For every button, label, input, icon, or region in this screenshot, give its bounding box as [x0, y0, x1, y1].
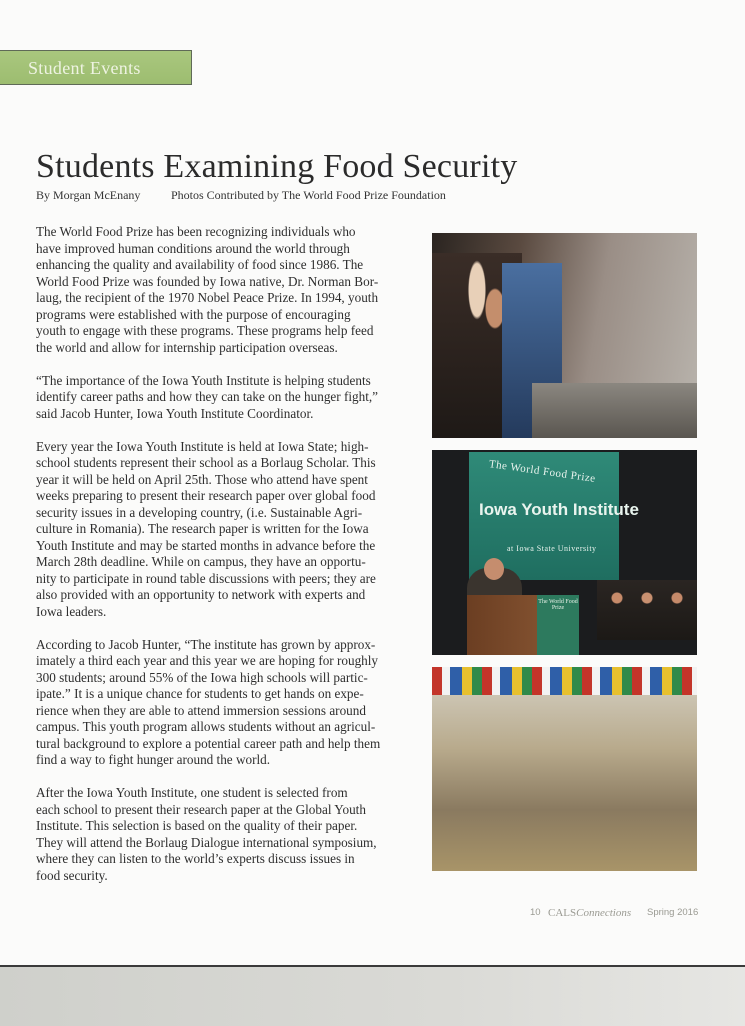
- paragraph: [36, 785, 396, 884]
- text-line: campus. This youth program allows students without an agricul-: [36, 719, 376, 734]
- text-line: weeks preparing to present their research paper over global food: [36, 488, 376, 503]
- text-line: each school to present their research paper at the Global Youth: [36, 801, 366, 817]
- text-line: After the Iowa Youth Institute, one student is selected from: [36, 785, 348, 800]
- photo-credit: Photos Contributed by The World Food Prize Foundation: [171, 188, 446, 202]
- article-body: [36, 224, 396, 901]
- flags: [432, 667, 697, 695]
- text-line: have improved human conditions around the world through: [36, 240, 350, 256]
- text-line: Youth Institute and may be started months in advance before the: [36, 537, 376, 553]
- text-line: the world and allow for internship participation overseas.: [36, 339, 338, 355]
- text-line: school students represent their school as a Borlaug Scholar. This: [36, 455, 376, 470]
- photo-speaker-podium: [432, 450, 697, 655]
- pub-prefix: CALS: [548, 907, 577, 919]
- text-line: March 28th deadline. While on campus, they have an opportu-: [36, 554, 366, 569]
- text-line: “The importance of the Iowa Youth Institute is helping students: [36, 372, 371, 388]
- text-line: culture in Romania). The research paper is written for the Iowa: [36, 521, 369, 536]
- text-line: laug, the recipient of the 1970 Nobel Peace Prize. In 1994, youth: [36, 290, 379, 305]
- text-line: also provided with an opportunity to network with experts and: [36, 587, 366, 602]
- text-line: programs were established with the purpose of encouraging: [36, 306, 351, 322]
- text-line: enhancing the quality and availability of food since 1986. The: [36, 257, 364, 272]
- issue-date: Spring 2016: [647, 907, 699, 918]
- photo-students-working: [432, 233, 697, 438]
- pub-name: Connections: [576, 907, 632, 919]
- publication-name: [548, 907, 631, 919]
- text-line: where they can listen to the world’s experts discuss issues in: [36, 851, 355, 866]
- text-line: 300 students; around 55% of the Iowa high schools will partic-: [36, 669, 368, 685]
- text-line: World Food Prize was founded by Iowa native, Dr. Norman Bor-: [36, 273, 379, 289]
- paragraph: [36, 439, 396, 621]
- text-line: said Jacob Hunter, Iowa Youth Institute Coordinator.: [36, 405, 314, 421]
- text-line: security issues in a developing country, (i.e. Sustainable Agri-: [36, 504, 363, 520]
- byline: By Morgan McEnany: [36, 188, 141, 202]
- text-line: Institute. This selection is based on the quality of their paper.: [36, 818, 358, 833]
- photo-crowd-hall: [432, 667, 697, 871]
- seated-guests: [597, 580, 697, 640]
- section-label-band: [0, 50, 192, 85]
- text-line: tural background to explore a potential career path and help them: [36, 735, 381, 751]
- section-label: Student Events: [28, 58, 141, 78]
- text-line: The World Food Prize has been recognizing individuals who: [36, 224, 356, 239]
- text-line: rience when they are able to attend immersion sessions around: [36, 702, 366, 718]
- text-line: year it will be held on April 25th. Those who attend have spent: [36, 471, 368, 487]
- text-line: food security.: [36, 867, 108, 883]
- paragraph: [36, 637, 396, 769]
- text-line: identify career paths and how they can take on the hunger fight,”: [36, 389, 379, 404]
- text-line: ipate.” It is a unique chance for students to get hands on expe-: [36, 686, 364, 701]
- page-number: 10: [530, 907, 541, 918]
- text-line: imately a third each year and this year we are hoping for roughly: [36, 653, 379, 668]
- text-line: find a way to fight hunger around the world.: [36, 752, 271, 767]
- screen-text: The World Food Prize: [488, 458, 597, 485]
- screen-text: at Iowa State University: [507, 544, 597, 553]
- paragraph: [36, 373, 396, 423]
- text-line: According to Jacob Hunter, “The institute has grown by approx-: [36, 636, 376, 652]
- text-line: youth to engage with these programs. These programs help feed: [36, 323, 374, 338]
- text-line: Every year the Iowa Youth Institute is held at Iowa State; high-: [36, 438, 369, 454]
- podium-sign: The World Food Prize: [537, 595, 579, 655]
- text-line: Iowa leaders.: [36, 603, 107, 619]
- speaker-head: [484, 558, 504, 580]
- article-title: Students Examining Food Security: [36, 148, 518, 185]
- photo-table: [532, 383, 697, 438]
- paragraph: [36, 224, 396, 356]
- text-line: They will attend the Borlaug Dialogue international symposium,: [36, 834, 377, 850]
- screen-text: Iowa Youth Institute: [479, 500, 639, 519]
- scan-background: [0, 965, 745, 1026]
- text-line: nity to participate in round table discussions with peers; they are: [36, 570, 376, 586]
